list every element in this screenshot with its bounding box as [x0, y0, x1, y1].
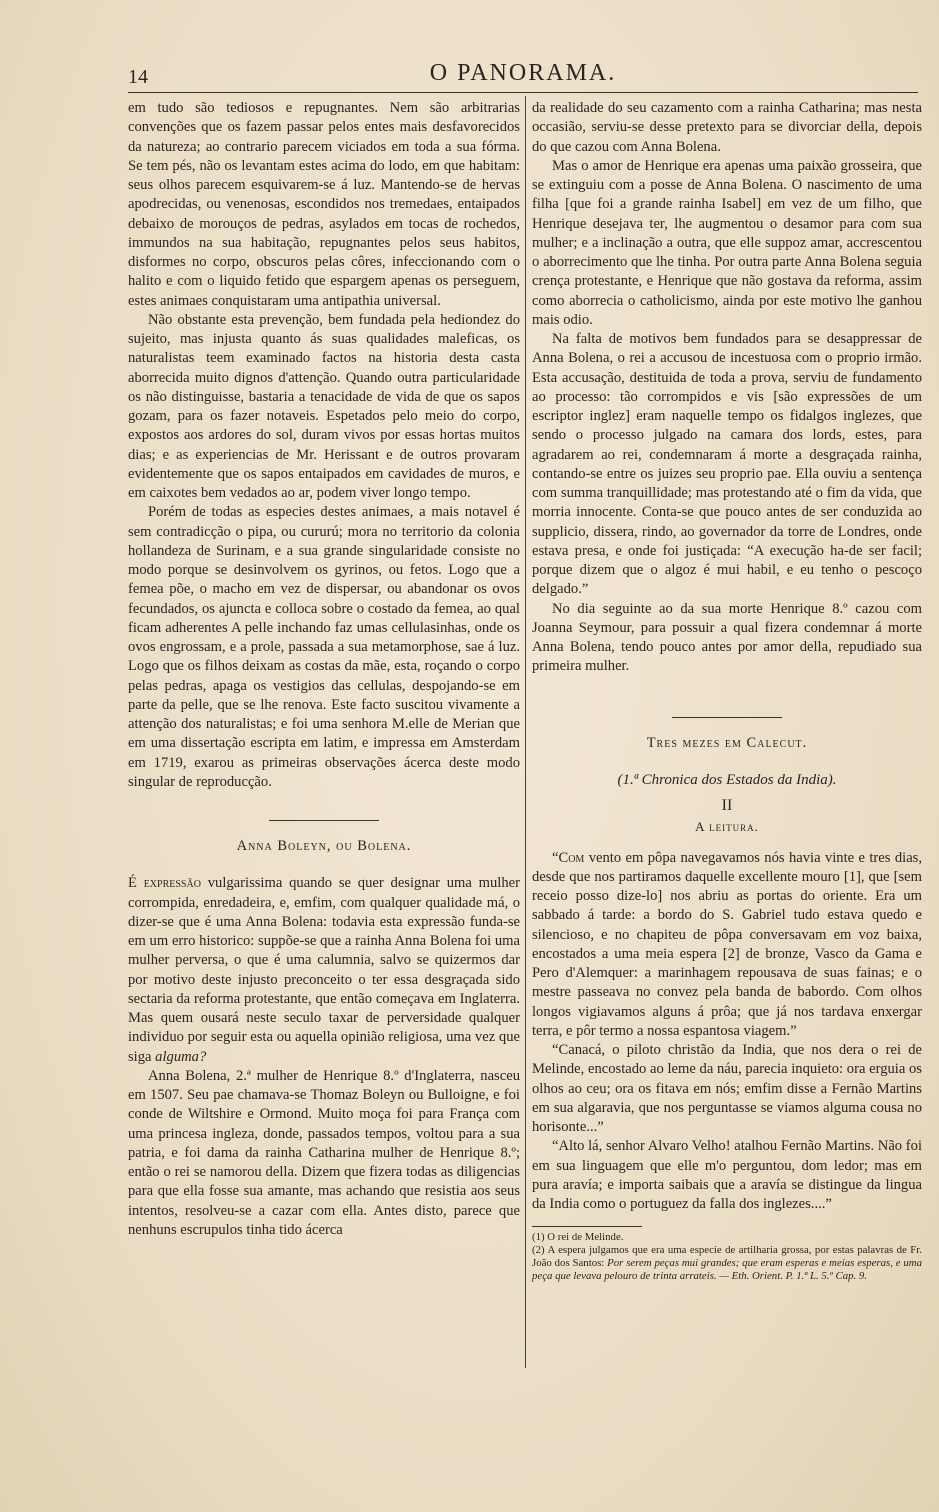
footnotes — [532, 1231, 922, 1283]
section-subtitle: (1.ª Chronica dos Estados da India). — [617, 771, 837, 788]
paragraph-text: vento em pôpa navegavamos nós havia vinte e tres dias, desde que nos partiramos daquelle excellente mouro [1], que [sem receio posso dize-lo] nos abriu as portas do oriente. Era um sabbado á tarde: a bordo do S. Gabriel tudo estava quedo e silencioso, e no chapiteu de pôpa conversavam em voz baixa, encostados a uma meia espera [2] de bronze, Vasco da Gama e Pero d'Alemquer: a marinhagem repousava de suas fainas; e o mestre passeava no convez pela banda de babordo. Com olhos longos vigiavamos alguns á prôa; que já nos tardava enxergar terra, e pôr termo a nossa espantosa viagem.” — [532, 849, 922, 1039]
chapter-title: A leitura. — [695, 819, 759, 835]
paragraph: “Alto lá, senhor Alvaro Velho! atalhou Fernão Martins. Não foi em sua linguagem que elle m'o perguntou, dom ledor; mas em pura aravía; e importa saibais que a aravía se distingue da lingua da India como o portuguez da falla dos inglezes....” — [532, 1138, 922, 1212]
paragraph: No dia seguinte ao da sua morte Henrique 8.º cazou com Joanna Seymour, para possuir a qual fizera condemnar á morte Anna Bolena, tendo pouco antes por amor della, repudiado sua primeira mulher. — [532, 600, 922, 675]
paragraph: Na falta de motivos bem fundados para se desappressar de Anna Bolena, o rei a accusou de incestuosa com o proprio irmão. Esta accusação, destituida de toda a prova, serviu de fundamento ao processo: tão corrompidos e vis [são expressões de um escriptor inglez] eram naquelle tempo os fidalgos inglezes, que sendo o processo julgado na camara dos lords, estes, para agradarem ao rei, condemnaram á morte a desgraçada rainha, contando-se entre os juizes seu proprio pae. Ella ouviu a sentença com summa tranquillidade; mas protestando até o fim da vida, que morria innocente. Conta-se que pouco antes de ser conduzida ao supplicio, dissera, rindo, ao governador da torre de Londres, onde estava presa, e onde foi justiçada: “A execução ha-de ser facil; porque dizem que o algoz é mui habil, e eu tenho o pescoço delgado.” — [532, 331, 922, 598]
paragraph: Mas o amor de Henrique era apenas uma paixão grosseira, que se extinguiu com a posse de Anna Bolena. O nascimento de uma filha [que foi a grande rainha Isabel] em vez de um filho, que Henrique desejava ter, lhe augmentou o desamor para com sua mulher; e a inclinação a outra, que elle suppoz amar, accrescentou o aborrecimento que lhe tinha. Por outra parte Anna Bolena seguia crença protestante, e Henrique que não gostava da reforma, assim como aborrecia o catholicismo, ainda por este motivo lhe ganhou mais odio. — [532, 157, 922, 328]
footnote-text: (2) A espera julgamos que era uma especie de artilharia grossa, por estas palavras de Fr. João dos Santos: — [532, 1244, 922, 1270]
paragraph: “Canacá, o piloto christão da India, que nos dera o rei de Melinde, encostado ao leme da náu, parecia inquieto: ora erguia os olhos ao ceu; ora os fitava em nós; emfim disse a Fernão Martins em sua algaravia, que nos perguntasse se viamos alguma cousa no horisonte...” — [532, 1042, 922, 1135]
paragraph: em tudo são tediosos e repugnantes. Nem são arbitrarias convenções que os fazem passar pelos entes mais desfavorecidos da natureza; ao contrario parecem viciados em toda a sua fórma. Se tem pés, não os levantam estes acima do lodo, em que habitam: seus olhos parecem esquivarem-se á luz. Mantendo-se de hervas apodrecidas, ou venenosas, escondidos nos tremedaes, entaipados debaixo de morouços de pedras, asylados em tocas de rochedos, immundos na sua habitação, repugnantes pelos seus habitos, disformes no corpo, obscuros pelas côres, infeccionando com o halito e com o liquido fetido que espargem apenas os perseguem, estes animaes conquistaram uma antipathia universal. — [128, 100, 520, 309]
paragraph: Não obstante esta prevenção, bem fundada pela hediondez do sujeito, mas injusta quanto ás suas qualidades maleficas, os naturalistas teem examinado factos na historia desta casta aborrecida muito dignos d'attenção. Quando outra particularidade os não distinguisse, bastaria a tenacidade de vida de que os sapos gozam, para os fazer notaveis. Espetados pelo meio do corpo, expostos aos ardores do sol, duram vivos por essas hortas muitos dias; e as experiencias de Mr. Herissant e de outros provaram evidentemente que os sapos entaipados em cavidades de muros, e em caixotes bem vedados ao ar, podem viver longo tempo. — [128, 311, 520, 501]
lead-words: “Com — [552, 849, 585, 866]
section-rule — [672, 717, 782, 718]
lead-words: É expressão — [128, 875, 201, 892]
paragraph — [128, 874, 520, 1067]
paragraph: da realidade do seu cazamento com a rainha Catharina; mas nesta occasião, serviu-se desse pretexto para se divorciar della, depois do que cazou com Anna Bolena. — [532, 100, 922, 155]
footnote-quote: Por serem peças mui grandes; que eram esperas e meias esperas, e uma peça que levava pelouro de trinta arrateis. — [532, 1257, 922, 1283]
chapter-numeral: II — [721, 797, 733, 814]
footnote — [532, 1244, 922, 1283]
section-rule — [269, 820, 379, 821]
paragraph: Porém de todas as especies destes animaes, a mais notavel é sem contradicção o pipa, ou cururú; mora no territorio da colonia hollandeza de Surinam, e a sua grande singularidade consiste no modo porque se desinvolvem os gyrinos, ou fetos. Logo que a femea põe, o macho em vez de dispersar, ou abandonar os ovos fecundados, os ajuncta e colloca sobre o costado da femea, ao qual ficam adherentes A pelle inchando faz umas cellulasinhas, onde os ovos engrossam, e a prole, passada a sua metamorphose, sae á luz. Logo que os filhos deixam as costas da mãe, esta, roçando o corpo pelas pedras, apaga os vestigios das cellulas, despojando-se em parte da pelle, que se lhe renova. Este facto suscitou vivamente a attenção dos naturalistas; e foi uma senhora M.elle de Merian que em uma dissertação escripta em latim, e impressa em Amsterdam em 1719, exarou as primeiras observações ácerca deste modo singular de reproducção. — [128, 504, 520, 790]
paragraph: Anna Bolena, 2.ª mulher de Henrique 8.º d'Inglaterra, nasceu em 1507. Seu pae chamava-se Thomaz Boleyn ou Bulloigne, e foi conde de Wiltshire e Ormond. Muito moça foi para França com uma princesa ingleza, donde, passados tempos, voltou para a sua patria, e foi dama da rainha Catharina mulher de Henrique 8.º; então o rei se namorou della. Dizem que fizera todas as diligencias para que ella fosse sua amante, mas achando que resistia aos seus intentos, resolveu-se a cazar com ella. Antes disto, parece que nenhuns escrupulos tinha tido ácerca — [128, 1067, 520, 1238]
section-title: Tres mezes em Calecut. — [646, 734, 808, 751]
right-column — [532, 99, 922, 1283]
paragraph-text: vulgarissima quando se quer designar uma mulher corrompida, enredadeira, e, emfim, com qualquer qualidade má, o dizer-se que é uma Anna Bolena: todavia esta expressão funda-se em um erro historico: suppõe-se que a rainha Anna Bolena foi uma mulher perversa, o que é uma calumnia, salvo se quizermos dar por motivo deste injusto preconceito o ter essa desgraçada sido sectaria da reforma protestante, que então começava em Inglaterra. Mas quem ousará neste seculo taxar de perversidade qualquer individuo por seguir esta ou aquella opinião religiosa, uma vez que siga — [128, 875, 520, 1065]
section-title: Anna Boleyn, ou Bolena. — [236, 838, 412, 854]
paragraph — [532, 849, 922, 1042]
running-title: O PANORAMA. — [429, 60, 617, 86]
emphasis: alguma? — [155, 1048, 207, 1065]
column-divider — [525, 96, 526, 1368]
footnote-citation: — Eth. Orient. P. 1.ª L. 5.º Cap. 9. — [716, 1270, 868, 1283]
page-header — [128, 58, 918, 93]
page-number: 14 — [128, 66, 148, 88]
footnote-rule — [532, 1226, 642, 1227]
left-column — [128, 99, 520, 1240]
footnote: (1) O rei de Melinde. — [532, 1231, 624, 1244]
